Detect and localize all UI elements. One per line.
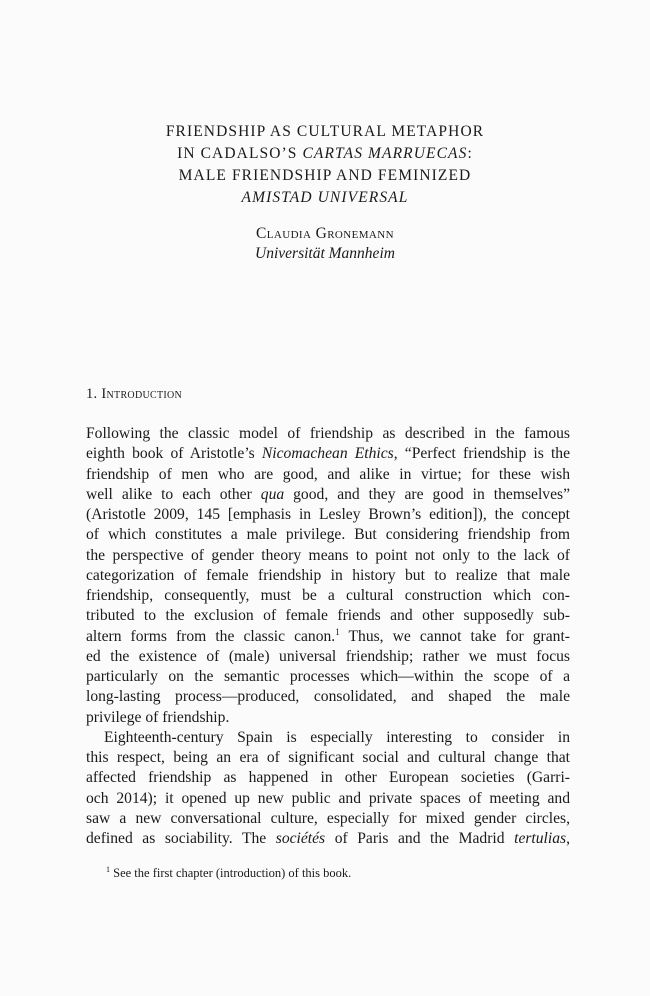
- text-run: of Paris and the Madrid: [325, 830, 515, 847]
- footnote-reference[interactable]: 1: [335, 626, 340, 637]
- text-run: well alike to each other: [86, 485, 261, 503]
- title-line-2: [0, 143, 650, 165]
- paragraph-1-line: [86, 444, 570, 464]
- paragraph-1-line: privilege of friendship.: [86, 708, 230, 726]
- paragraph-1-line: [86, 485, 570, 505]
- text-run: Thus, we cannot take for grant-: [339, 627, 570, 645]
- paragraph-1-line: particularly on the semantic processes which—within the scope of a: [86, 668, 570, 685]
- title-line-1: FRIENDSHIP AS CULTURAL METAPHOR: [165, 123, 485, 140]
- title-line-4: AMISTAD UNIVERSAL: [241, 189, 409, 206]
- paragraph-2-line: Eighteenth-century Spain is especially interesting to consider in: [104, 728, 570, 746]
- chapter-title: [0, 121, 650, 209]
- text-run: altern forms from the classic canon.: [86, 627, 336, 645]
- paragraph-2-line: saw a new conversational culture, especially for mixed gender circles,: [86, 809, 570, 827]
- footnote-marker: 1: [106, 865, 110, 874]
- paragraph-1-line: of which constitutes a male privilege. But considering friendship from: [86, 526, 570, 544]
- paragraph-1-line: the perspective of gender theory means to point not only to the lack of: [86, 546, 570, 564]
- paragraph-2-line: och 2014); it opened up new public and private spaces of meeting and: [86, 789, 570, 807]
- paragraph-2-line: affected friendship as happened in other European societies (Garri-: [86, 769, 570, 787]
- author-name: Claudia Gronemann: [256, 225, 394, 242]
- text-run: , “Perfect friendship is the: [393, 445, 571, 463]
- italic-run: tertulias: [514, 830, 567, 847]
- author-block: [0, 224, 650, 264]
- paragraph-1-line: categorization of female friendship in history but to realize that male: [86, 566, 570, 584]
- title-line-3: MALE FRIENDSHIP AND FEMINIZED: [178, 167, 472, 184]
- paragraph-1-line: (Aristotle 2009, 145 [emphasis in Lesley Brown’s edition]), the concept: [86, 506, 570, 523]
- paragraph-1-line: long-lasting process—produced, consolidated, and shaped the male: [86, 688, 570, 706]
- paragraph-1-line: Following the classic model of friendship as described in the famous: [86, 425, 570, 442]
- text-run: good, and they are good in themselves”: [284, 485, 570, 503]
- title-line-2-italic: CARTAS MARRUECAS: [302, 145, 468, 162]
- text-run: ,: [566, 830, 570, 847]
- italic-run: sociétés: [275, 830, 326, 847]
- paragraph-2-line: this respect, being an era of significant social and cultural change that: [86, 749, 570, 766]
- paragraph-1-line: friendship of men who are good, and alike in virtue; for these wish: [86, 465, 570, 483]
- title-line-2-prefix: IN CADALSO’S: [177, 145, 303, 162]
- paragraph-1-line: friendship, consequently, must be a cultural construction which con-: [86, 587, 570, 604]
- author-affiliation: Universität Mannheim: [255, 245, 395, 262]
- text-run: eighth book of Aristotle’s: [86, 445, 262, 463]
- section-heading: 1. Introduction: [86, 386, 183, 402]
- italic-run: Nicomachean Ethics: [261, 445, 394, 463]
- footnote-text: See the first chapter (introduction) of this book.: [110, 866, 352, 880]
- paragraph-2-line: [86, 829, 570, 849]
- footnote: [106, 866, 351, 881]
- paragraph-1-line: [86, 627, 570, 647]
- paragraph-1-line: tributed to the exclusion of female friends and other supposedly sub-: [86, 607, 570, 625]
- title-line-2-suffix: :: [467, 145, 473, 162]
- italic-run: qua: [260, 485, 285, 503]
- text-run: defined as sociability. The: [86, 830, 276, 847]
- body-text: [86, 424, 570, 849]
- paragraph-1-line: ed the existence of (male) universal friendship; rather we must focus: [86, 647, 570, 665]
